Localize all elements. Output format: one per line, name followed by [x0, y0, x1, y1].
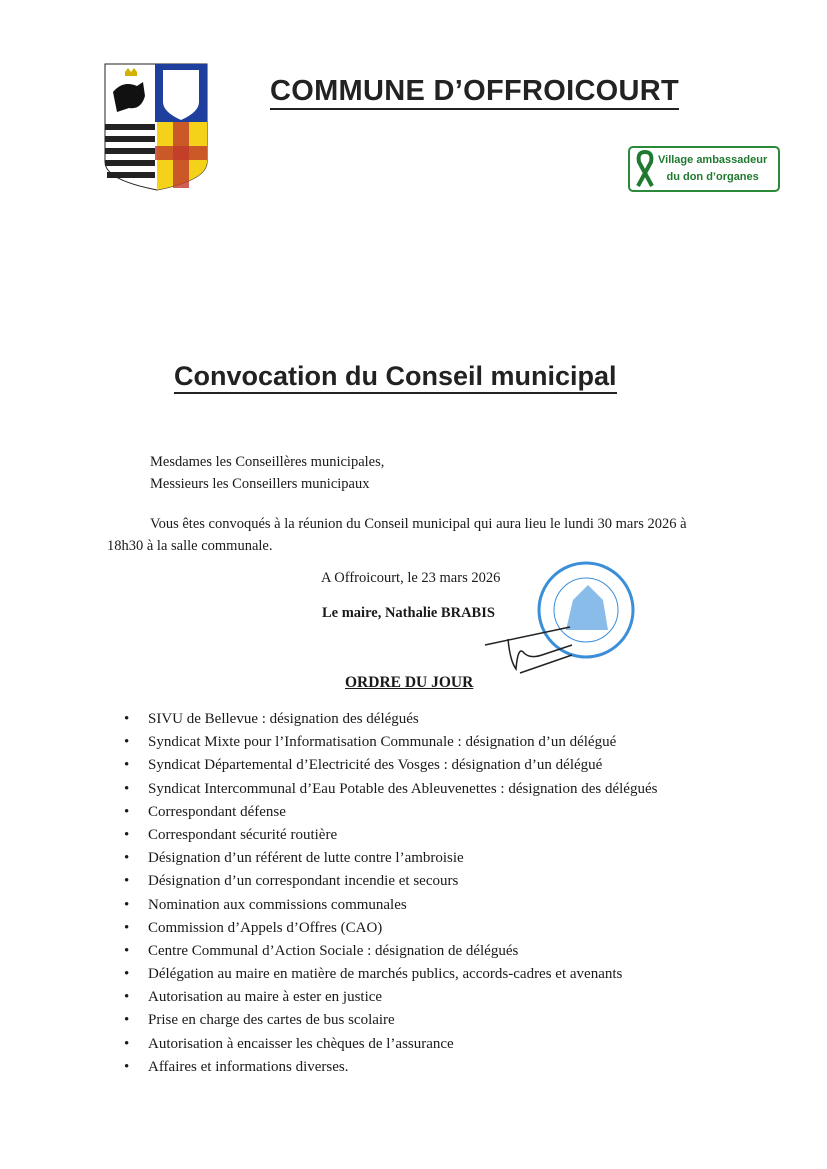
badge-line-2: du don d’organes [666, 171, 759, 183]
agenda-item: • Autorisation à encaisser les chèques de l’assurance [124, 1035, 454, 1052]
agenda-item: • Syndicat Mixte pour l’Informatisation Communale : désignation d’un délégué [124, 734, 617, 751]
agenda-item: • Nomination aux commissions communales [124, 896, 407, 913]
salutation-line-2: Messieurs les Conseillers municipaux [150, 476, 370, 492]
body-line-1: Vous êtes convoqués à la réunion du Conseil municipal qui aura lieu le lundi 30 mars 2026 à [150, 516, 687, 532]
badge-text [658, 152, 767, 186]
salutation-line-1: Mesdames les Conseillères municipales, [150, 454, 385, 470]
coat-of-arms-logo [103, 62, 209, 192]
agenda-item: • Désignation d’un correspondant incendie et secours [124, 873, 459, 890]
agenda-item: • Syndicat Intercommunal d’Eau Potable des Ableuvenettes : désignation des délégués [124, 780, 658, 797]
organ-donation-badge [628, 146, 780, 192]
badge-line-1: Village ambassadeur [658, 154, 768, 166]
agenda-item: • Centre Communal d’Action Sociale : désignation de délégués [124, 942, 519, 959]
agenda-item: • Prise en charge des cartes de bus scolaire [124, 1012, 395, 1029]
signatory: Le maire, Nathalie BRABIS [322, 605, 495, 621]
agenda-item: • Affaires et informations diverses. [124, 1058, 349, 1075]
mayor-signature [480, 625, 600, 675]
agenda-item: • Correspondant sécurité routière [124, 826, 338, 843]
agenda-item: • SIVU de Bellevue : désignation des délégués [124, 711, 419, 727]
document-title: Convocation du Conseil municipal [174, 360, 617, 394]
agenda-list [122, 708, 657, 1079]
agenda-item: • Désignation d’un référent de lutte contre l’ambroisie [124, 850, 464, 867]
awareness-ribbon-icon [634, 150, 656, 188]
agenda-item: • Correspondant défense [124, 803, 286, 820]
body-line-2: 18h30 à la salle communale. [107, 538, 273, 554]
agenda-item: • Autorisation au maire à ester en justice [124, 989, 383, 1006]
place-date: A Offroicourt, le 23 mars 2026 [321, 570, 501, 586]
agenda-title: ORDRE DU JOUR [345, 674, 474, 691]
commune-title: COMMUNE D’OFFROICOURT [270, 74, 679, 110]
agenda-item: • Délégation au maire en matière de marchés publics, accords-cadres et avenants [124, 966, 623, 983]
agenda-item: • Commission d’Appels d’Offres (CAO) [124, 919, 383, 936]
agenda-item: • Syndicat Départemental d’Electricité des Vosges : désignation d’un délégué [124, 757, 603, 774]
